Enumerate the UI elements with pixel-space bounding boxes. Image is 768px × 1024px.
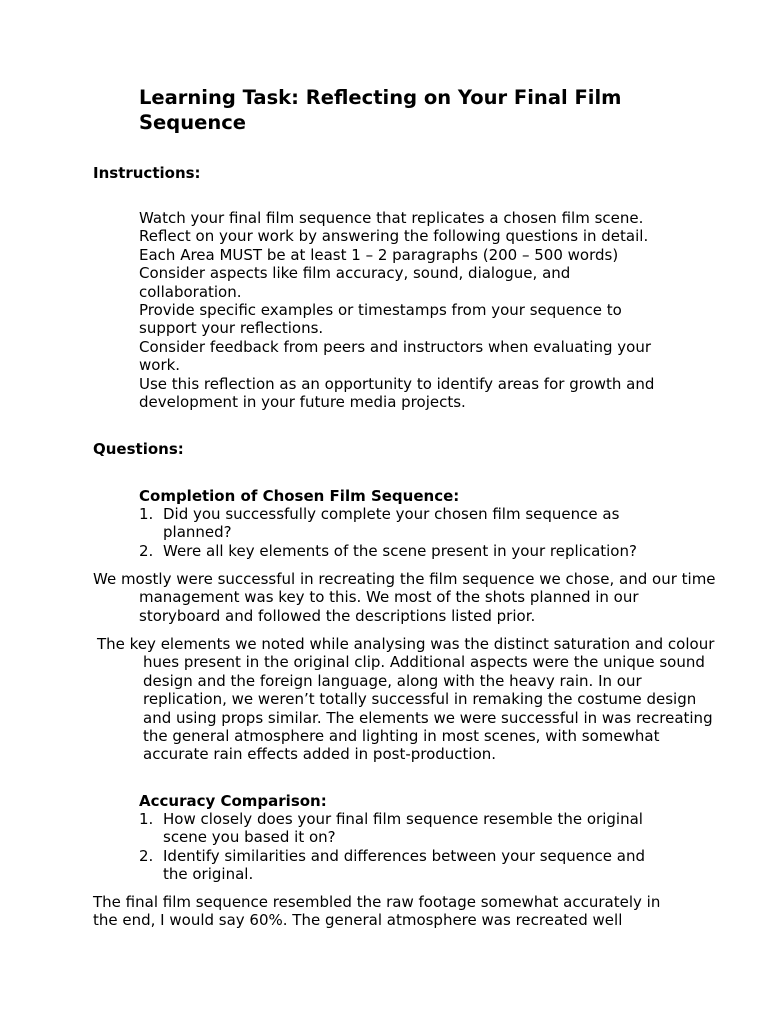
instruction-item: Use this reflection as an opportunity to identify areas for growth and development in your future media projects. [139,374,655,412]
answer-paragraph: We mostly were successful in recreating the film sequence we chose, and our time management was key to this. We most of the shots planned in our storyboard and followed the descriptions listed prior. [93,570,716,625]
completion-questions [139,505,669,560]
answer-paragraph: The key elements we noted while analysing was the distinct saturation and colour hues present in the original clip. Additional aspects were the unique sound design and the foreign language, along with the heavy rain. In our replication, we weren’t totally successful in remaking the costume design and using props similar. The elements we were successful in was recreating the general atmosphere and lighting in most scenes, with somewhat accurate rain effects added in post-production. [97,635,715,764]
question-item [139,505,669,542]
question-number: 1. [139,505,154,523]
question-number: 2. [139,541,154,560]
section-title-completion: Completion of Chosen Film Sequence: [139,487,460,505]
question-text: Did you successfully complete your chosen film sequence as planned? [163,505,620,542]
instruction-item: Reflect on your work by answering the following questions in detail. [139,227,649,246]
section-title-accuracy: Accuracy Comparison: [139,792,327,810]
instruction-item: Provide specific examples or timestamps from your sequence to support your reflections. [139,301,622,338]
instructions-list [139,209,699,411]
instruction-item: Consider aspects like film accuracy, sound, dialogue, and collaboration. [139,264,571,301]
instruction-item: Each Area MUST be at least 1 – 2 paragraphs (200 – 500 words) [139,245,619,264]
instructions-heading: Instructions: [93,164,201,182]
instruction-item: Consider feedback from peers and instructors when evaluating your work. [139,337,652,375]
question-number: 2. [139,846,154,865]
question-item [139,847,669,884]
question-text: How closely does your final film sequence resemble the original scene you based it on? [163,810,643,847]
page-title: Learning Task: Reflecting on Your Final Film Sequence [139,86,622,134]
questions-heading: Questions: [93,440,184,458]
question-number: 1. [139,810,154,828]
accuracy-questions [139,810,669,884]
question-text: Were all key elements of the scene present in your replication? [163,541,637,560]
question-item [139,810,669,847]
question-item [139,542,669,560]
instruction-item: Watch your final film sequence that replicates a chosen film scene. [139,209,644,227]
answer-paragraph: The final film sequence resembled the raw footage somewhat accurately in the end, I would say 60%. The general atmosphere was recreated well [93,893,661,930]
question-text: Identify similarities and differences between your sequence and the original. [163,846,645,884]
